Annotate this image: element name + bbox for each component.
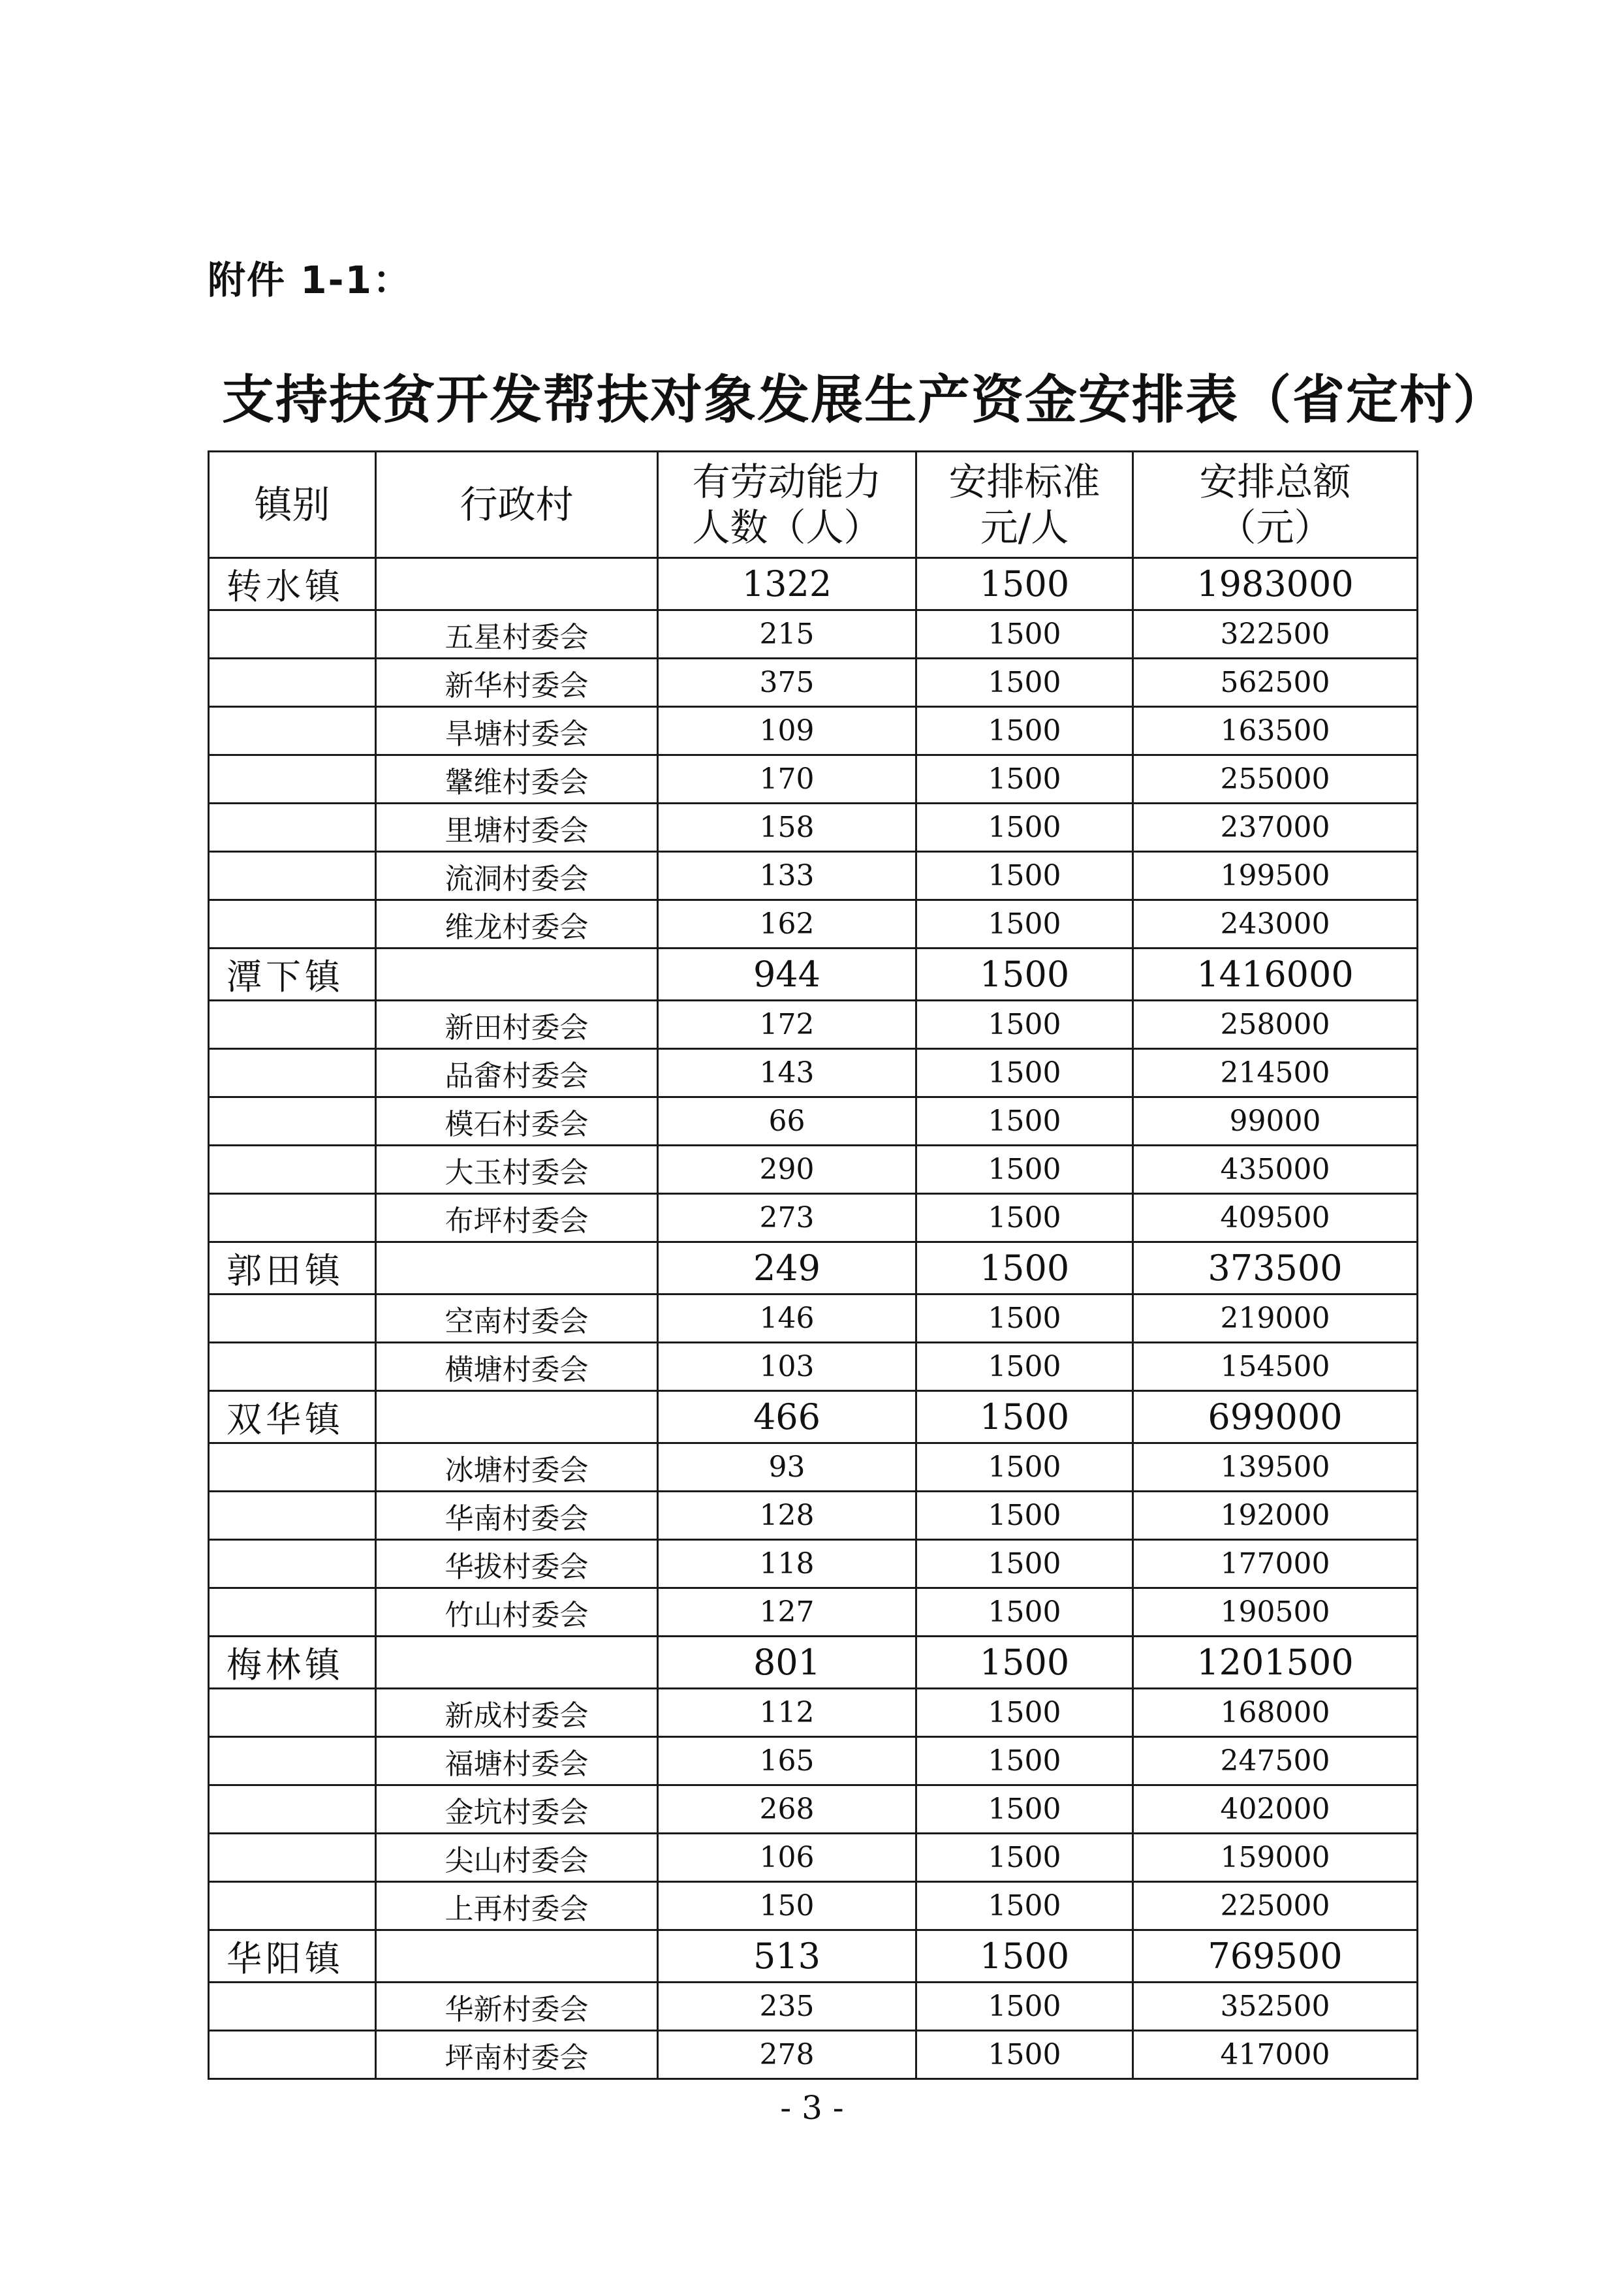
total-amount-cell: 402000 [1133,1785,1418,1834]
standard-cell: 1500 [916,1391,1133,1443]
standard-cell: 1500 [916,949,1133,1001]
standard-cell: 1500 [916,1443,1133,1492]
village-row [209,1785,1418,1834]
standard-cell: 1500 [916,1294,1133,1343]
labor-count-cell: 165 [658,1737,916,1785]
labor-count-cell: 106 [658,1834,916,1882]
labor-count-cell: 109 [658,707,916,755]
labor-count-cell: 146 [658,1294,916,1343]
page-title: 支持扶贫开发帮扶对象发展生产资金安排表（省定村） [222,369,1507,430]
labor-count-cell: 278 [658,2031,916,2079]
town-name-cell: 潭下镇 [209,949,376,1001]
town-name-cell: 双华镇 [209,1391,376,1443]
village-name-cell: 冰塘村委会 [376,1443,658,1492]
labor-count-cell: 127 [658,1588,916,1637]
village-row [209,755,1418,804]
labor-count-cell: 466 [658,1391,916,1443]
page-number: - 3 - [780,2089,844,2127]
village-name-cell: 横塘村委会 [376,1343,658,1391]
village-name-cell: 华新村委会 [376,1983,658,2031]
labor-count-cell: 273 [658,1194,916,1242]
town-name-cell [209,755,376,804]
village-name-cell: 尖山村委会 [376,1834,658,1882]
village-row [209,1492,1418,1540]
total-amount-cell: 699000 [1133,1391,1418,1443]
village-row [209,1737,1418,1785]
total-amount-cell: 1201500 [1133,1637,1418,1689]
labor-count-cell: 133 [658,852,916,900]
village-name-cell: 坪南村委会 [376,2031,658,2079]
village-row [209,1689,1418,1737]
total-amount-cell: 373500 [1133,1242,1418,1294]
village-name-cell: 旱塘村委会 [376,707,658,755]
total-amount-cell: 435000 [1133,1146,1418,1194]
total-amount-cell: 199500 [1133,852,1418,900]
standard-cell: 1500 [916,1242,1133,1294]
standard-cell: 1500 [916,1785,1133,1834]
village-name-cell: 新华村委会 [376,659,658,707]
standard-cell: 1500 [916,1343,1133,1391]
village-row [209,1294,1418,1343]
labor-count-cell: 215 [658,610,916,659]
town-name-cell [209,1049,376,1097]
town-summary-row [209,1242,1418,1294]
labor-count-cell: 375 [658,659,916,707]
village-row [209,1049,1418,1097]
village-row [209,610,1418,659]
standard-cell: 1500 [916,1001,1133,1049]
village-name-cell [376,1391,658,1443]
standard-cell: 1500 [916,1689,1133,1737]
town-name-cell [209,1540,376,1588]
village-row [209,1194,1418,1242]
labor-count-cell: 150 [658,1882,916,1930]
town-name-cell [209,1834,376,1882]
village-row [209,1001,1418,1049]
table-header-row [209,452,1418,558]
town-name-cell [209,1588,376,1637]
total-amount-cell: 159000 [1133,1834,1418,1882]
total-amount-cell: 99000 [1133,1097,1418,1146]
standard-cell: 1500 [916,558,1133,610]
village-row [209,1443,1418,1492]
village-name-cell: 竹山村委会 [376,1588,658,1637]
town-name-cell [209,1689,376,1737]
total-amount-cell: 417000 [1133,2031,1418,2079]
town-name-cell [209,900,376,949]
town-name-cell [209,1492,376,1540]
standard-cell: 1500 [916,659,1133,707]
village-name-cell: 新田村委会 [376,1001,658,1049]
standard-cell: 1500 [916,1983,1133,2031]
town-name-cell [209,1097,376,1146]
standard-cell: 1500 [916,1882,1133,1930]
town-name-cell [209,707,376,755]
village-name-cell [376,949,658,1001]
standard-cell: 1500 [916,804,1133,852]
standard-cell: 1500 [916,900,1133,949]
total-amount-cell: 769500 [1133,1930,1418,1983]
total-amount-cell: 409500 [1133,1194,1418,1242]
total-amount-cell: 247500 [1133,1737,1418,1785]
labor-count-cell: 118 [658,1540,916,1588]
labor-count-cell: 128 [658,1492,916,1540]
standard-cell: 1500 [916,707,1133,755]
total-amount-cell: 1983000 [1133,558,1418,610]
standard-cell: 1500 [916,1930,1133,1983]
town-summary-row [209,1930,1418,1983]
village-row [209,852,1418,900]
total-amount-cell: 237000 [1133,804,1418,852]
town-name-cell [209,610,376,659]
total-amount-cell: 322500 [1133,610,1418,659]
total-amount-cell: 177000 [1133,1540,1418,1588]
town-name-cell [209,804,376,852]
attachment-label: 附件 1-1： [208,258,412,302]
village-name-cell: 金坑村委会 [376,1785,658,1834]
village-row [209,1834,1418,1882]
header-town: 镇别 [209,452,376,558]
village-name-cell: 布坪村委会 [376,1194,658,1242]
header-labor-count: 有劳动能力 人数（人） [658,452,916,558]
total-amount-cell: 190500 [1133,1588,1418,1637]
town-name-cell [209,659,376,707]
village-name-cell: 华南村委会 [376,1492,658,1540]
header-standard: 安排标准 元/人 [916,452,1133,558]
labor-count-cell: 249 [658,1242,916,1294]
labor-count-cell: 158 [658,804,916,852]
total-amount-cell: 192000 [1133,1492,1418,1540]
total-amount-cell: 168000 [1133,1689,1418,1737]
labor-count-cell: 172 [658,1001,916,1049]
village-row [209,1983,1418,2031]
village-name-cell: 模石村委会 [376,1097,658,1146]
village-name-cell [376,1637,658,1689]
labor-count-cell: 170 [658,755,916,804]
village-row [209,1882,1418,1930]
village-name-cell: 五星村委会 [376,610,658,659]
village-name-cell: 大玉村委会 [376,1146,658,1194]
village-name-cell: 华拔村委会 [376,1540,658,1588]
town-name-cell: 梅林镇 [209,1637,376,1689]
village-row [209,1588,1418,1637]
labor-count-cell: 112 [658,1689,916,1737]
labor-count-cell: 143 [658,1049,916,1097]
village-row [209,1146,1418,1194]
village-name-cell: 福塘村委会 [376,1737,658,1785]
village-row [209,707,1418,755]
funding-table [208,450,1418,2080]
labor-count-cell: 1322 [658,558,916,610]
town-name-cell [209,1194,376,1242]
village-name-cell: 维龙村委会 [376,900,658,949]
standard-cell: 1500 [916,1834,1133,1882]
labor-count-cell: 235 [658,1983,916,2031]
village-name-cell: 新成村委会 [376,1689,658,1737]
town-name-cell: 华阳镇 [209,1930,376,1983]
town-name-cell [209,2031,376,2079]
total-amount-cell: 139500 [1133,1443,1418,1492]
village-name-cell: 空南村委会 [376,1294,658,1343]
standard-cell: 1500 [916,1588,1133,1637]
labor-count-cell: 162 [658,900,916,949]
standard-cell: 1500 [916,1492,1133,1540]
header-total: 安排总额 （元） [1133,452,1418,558]
standard-cell: 1500 [916,1540,1133,1588]
village-row [209,900,1418,949]
header-village: 行政村 [376,452,658,558]
town-name-cell [209,1343,376,1391]
town-name-cell: 转水镇 [209,558,376,610]
total-amount-cell: 258000 [1133,1001,1418,1049]
town-name-cell [209,1785,376,1834]
town-name-cell: 郭田镇 [209,1242,376,1294]
standard-cell: 1500 [916,1097,1133,1146]
total-amount-cell: 154500 [1133,1343,1418,1391]
village-row [209,1097,1418,1146]
labor-count-cell: 513 [658,1930,916,1983]
town-summary-row [209,1637,1418,1689]
standard-cell: 1500 [916,852,1133,900]
standard-cell: 1500 [916,610,1133,659]
labor-count-cell: 944 [658,949,916,1001]
village-name-cell [376,1242,658,1294]
town-name-cell [209,852,376,900]
village-name-cell [376,1930,658,1983]
village-row [209,659,1418,707]
village-name-cell: 流洞村委会 [376,852,658,900]
total-amount-cell: 562500 [1133,659,1418,707]
town-summary-row [209,1391,1418,1443]
town-name-cell [209,1146,376,1194]
total-amount-cell: 214500 [1133,1049,1418,1097]
total-amount-cell: 255000 [1133,755,1418,804]
town-name-cell [209,1737,376,1785]
town-summary-row [209,949,1418,1001]
total-amount-cell: 243000 [1133,900,1418,949]
village-name-cell [376,558,658,610]
town-summary-row [209,558,1418,610]
standard-cell: 1500 [916,1146,1133,1194]
village-row [209,2031,1418,2079]
village-row [209,1343,1418,1391]
village-name-cell: 里塘村委会 [376,804,658,852]
standard-cell: 1500 [916,755,1133,804]
total-amount-cell: 163500 [1133,707,1418,755]
labor-count-cell: 103 [658,1343,916,1391]
standard-cell: 1500 [916,1737,1133,1785]
town-name-cell [209,1443,376,1492]
total-amount-cell: 352500 [1133,1983,1418,2031]
town-name-cell [209,1983,376,2031]
standard-cell: 1500 [916,1049,1133,1097]
labor-count-cell: 66 [658,1097,916,1146]
total-amount-cell: 219000 [1133,1294,1418,1343]
total-amount-cell: 1416000 [1133,949,1418,1001]
labor-count-cell: 93 [658,1443,916,1492]
town-name-cell [209,1882,376,1930]
village-name-cell: 鞶维村委会 [376,755,658,804]
village-name-cell: 上再村委会 [376,1882,658,1930]
village-row [209,1540,1418,1588]
town-name-cell [209,1294,376,1343]
village-row [209,804,1418,852]
standard-cell: 1500 [916,2031,1133,2079]
labor-count-cell: 290 [658,1146,916,1194]
village-name-cell: 品畬村委会 [376,1049,658,1097]
town-name-cell [209,1001,376,1049]
labor-count-cell: 268 [658,1785,916,1834]
total-amount-cell: 225000 [1133,1882,1418,1930]
standard-cell: 1500 [916,1637,1133,1689]
labor-count-cell: 801 [658,1637,916,1689]
standard-cell: 1500 [916,1194,1133,1242]
